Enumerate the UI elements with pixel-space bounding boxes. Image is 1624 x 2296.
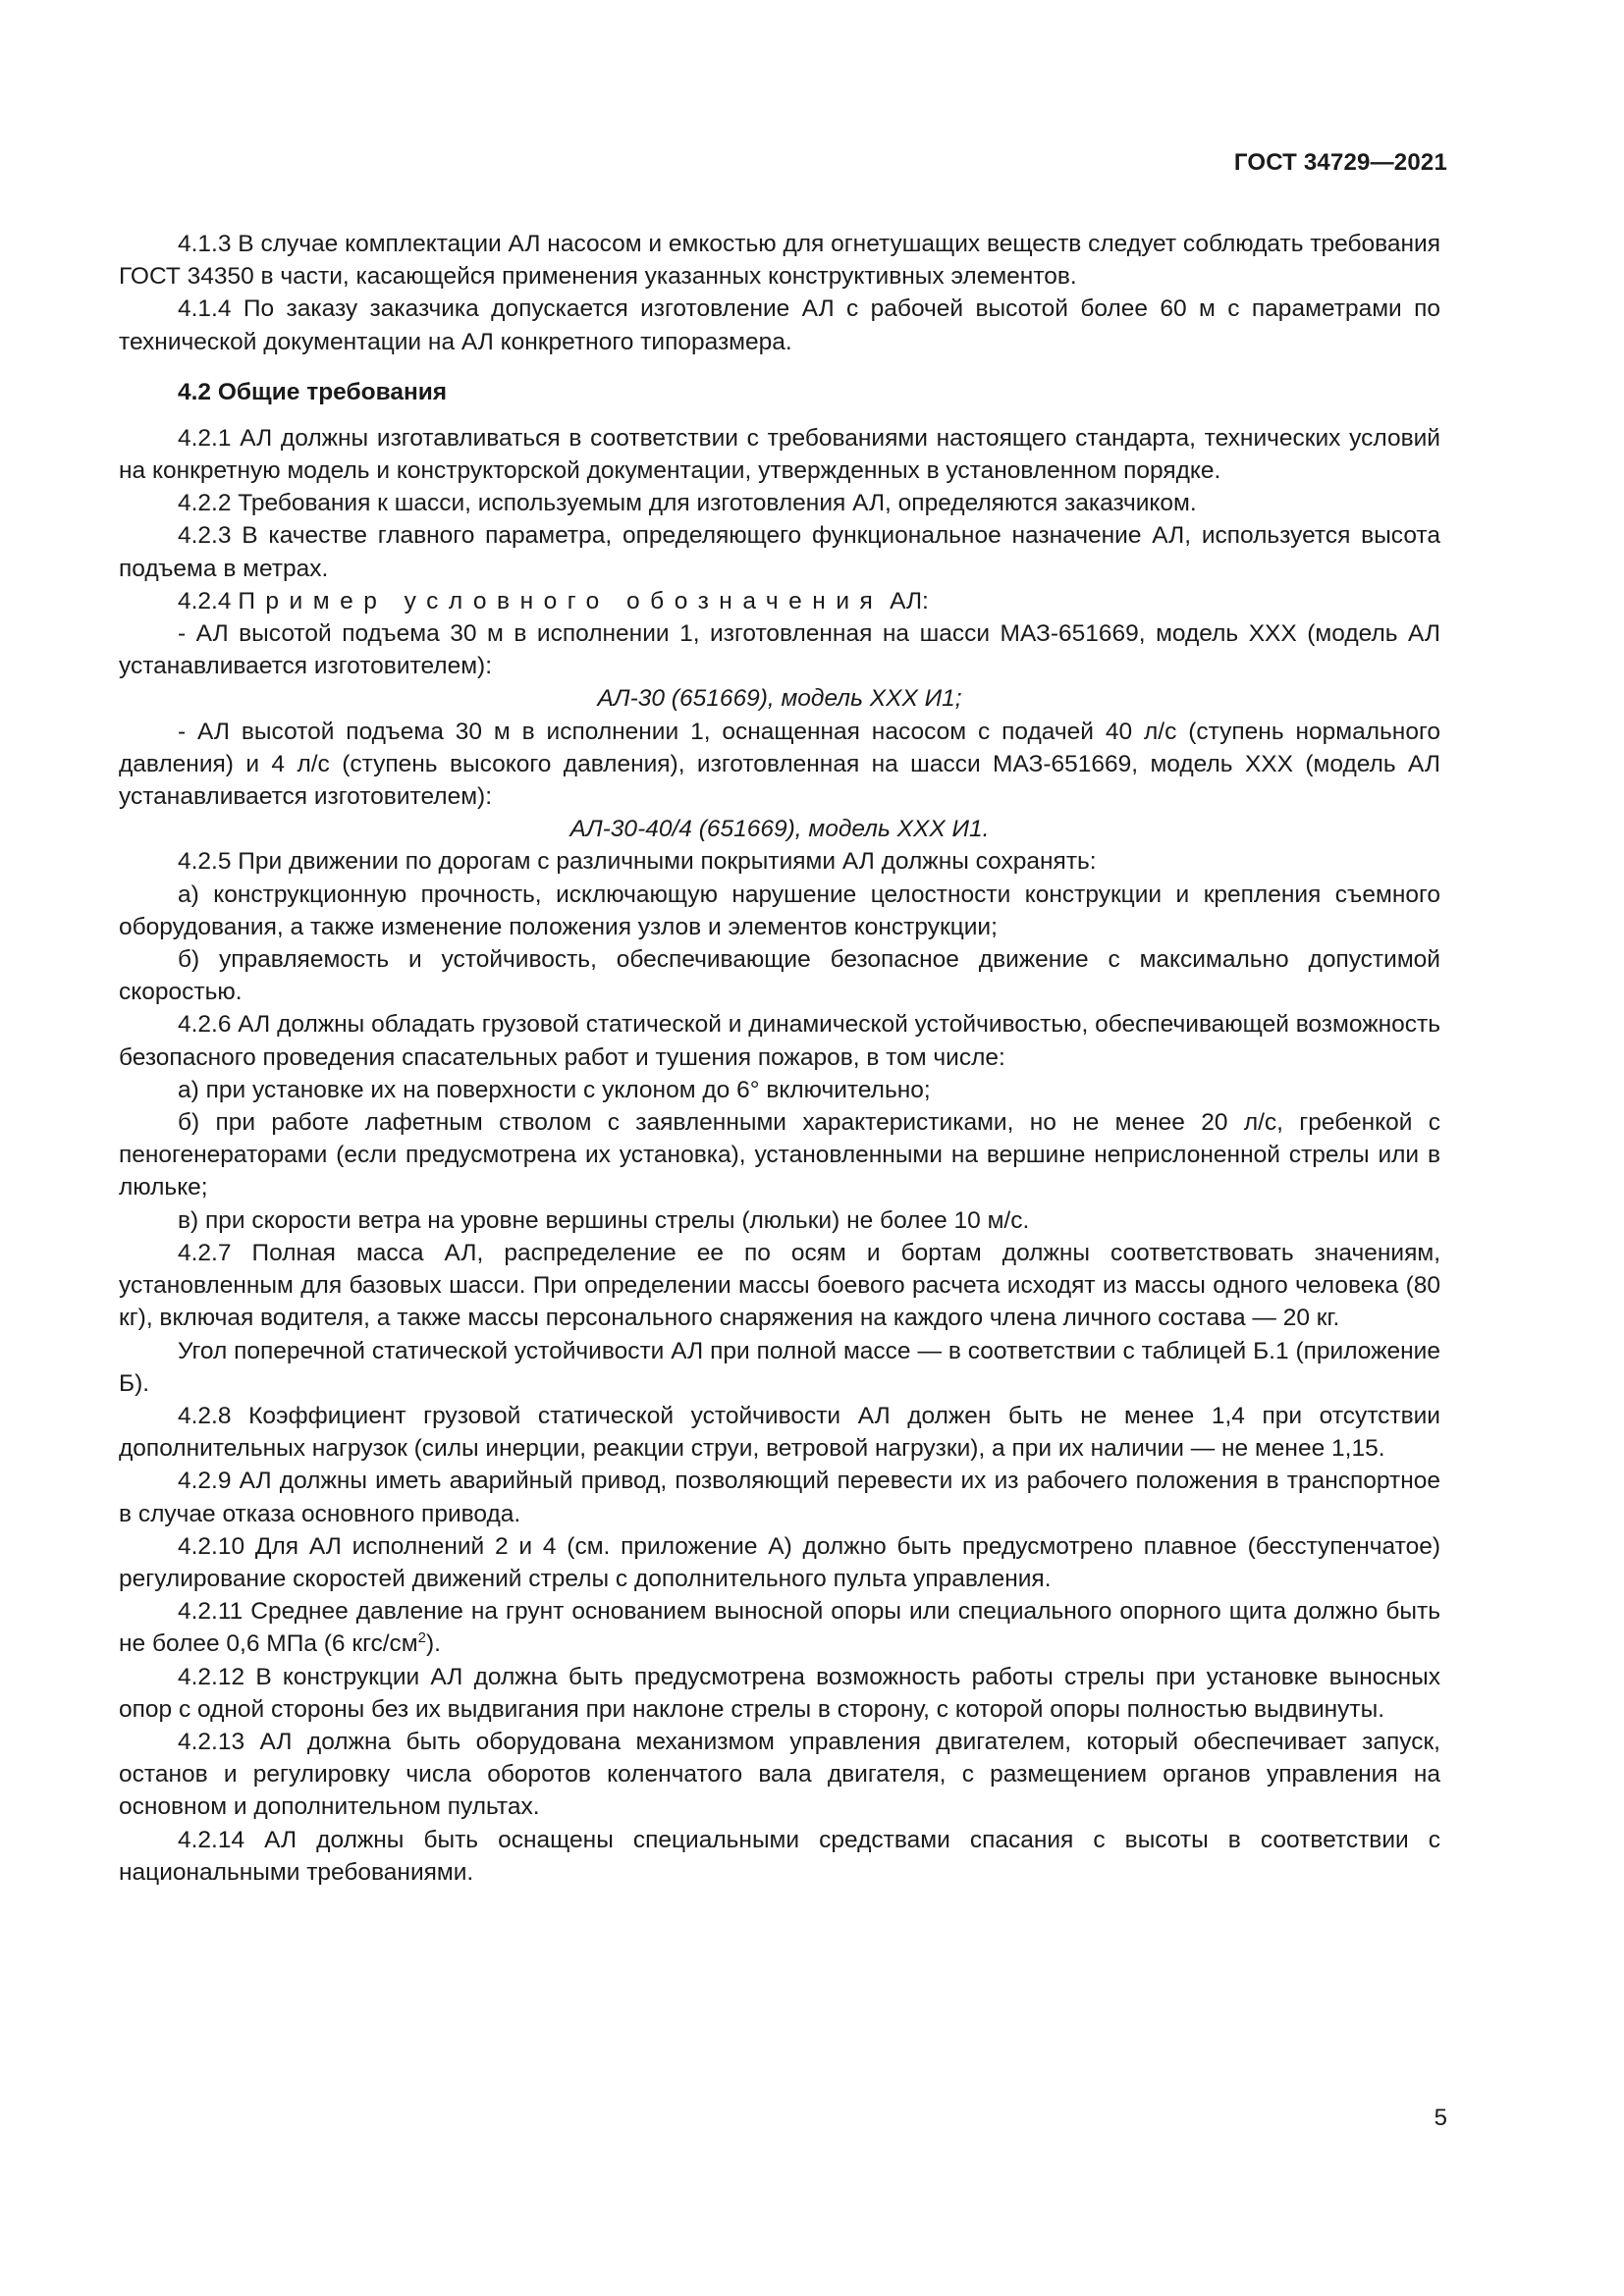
- document-body: [119, 228, 1440, 1889]
- paragraph-4-2-5-b: б) управляемость и устойчивость, обеспечивающие безопасное движение с максимально допустимой скоростью.: [119, 946, 1440, 1006]
- paragraph-4-2-11-text: 4.2.11 Среднее давление на грунт основанием выносной опоры или специального опорного щита должно быть не более 0,6 МПа (6 кгс/см: [119, 1598, 1440, 1658]
- paragraph-4-2-4-tail: АЛ:: [883, 587, 929, 614]
- paragraph-4-2-4-item-2: - АЛ высотой подъема 30 м в исполнении 1, оснащенная насосом с подачей 40 л/с (ступень нормального давления) и 4 л/с (ступень высокого давления), изготовленная на шасси МАЗ-651669, модель XXX (модель АЛ устанавливается изготовителем):: [119, 718, 1440, 811]
- page-number: 5: [1434, 2105, 1447, 2131]
- paragraph-4-2-7: 4.2.7 Полная масса АЛ, распределение ее по осям и бортам должны соответствовать значениям, установленным для базовых шасси. При определении массы боевого расчета исходят из массы одного человека (80 кг), включая водителя, а также массы персонального снаряжения на каждого члена личного состава — 20 кг.: [119, 1239, 1440, 1332]
- paragraph-4-2-4-item-1: - АЛ высотой подъема 30 м в исполнении 1, изготовленная на шасси МАЗ-651669, модель XXX (модель АЛ устанавливается изготовителем):: [119, 620, 1440, 680]
- paragraph-4-2-10: 4.2.10 Для АЛ исполнений 2 и 4 (см. приложение А) должно быть предусмотрено плавное (бесступенчатое) регулирование скоростей движений стрелы с дополнительного пульта управления.: [119, 1532, 1440, 1592]
- paragraph-4-2-8: 4.2.8 Коэффициент грузовой статической устойчивости АЛ должен быть не менее 1,4 при отсутствии дополнительных нагрузок (силы инерции, реакции струи, ветровой нагрузки), а при их наличии — не менее 1,15.: [119, 1402, 1440, 1463]
- designation-example-1: АЛ-30 (651669), модель XXX И1;: [597, 685, 962, 713]
- paragraph-4-2-11-end: ).: [425, 1630, 441, 1658]
- paragraph-4-2-2: 4.2.2 Требования к шасси, используемым для изготовления АЛ, определяются заказчиком.: [178, 490, 1197, 517]
- paragraph-4-2-5: 4.2.5 При движении по дорогам с различными покрытиями АЛ должны сохранять:: [178, 848, 1097, 876]
- paragraph-4-2-14: 4.2.14 АЛ должны быть оснащены специальными средствами спасания с высоты в соответствии с национальными требованиями.: [119, 1826, 1440, 1886]
- paragraph-4-2-12: 4.2.12 В конструкции АЛ должна быть предусмотрена возможность работы стрелы при установке выносных опор с одной стороны без их выдвигания при наклоне стрелы в сторону, с которой опоры полностью выдвинуты.: [119, 1663, 1440, 1723]
- paragraph-4-2-3: 4.2.3 В качестве главного параметра, определяющего функциональное назначение АЛ, используется высота подъема в метрах.: [119, 522, 1440, 582]
- paragraph-4-1-3: 4.1.3 В случае комплектации АЛ насосом и емкостью для огнетушащих веществ следует соблюдать требования ГОСТ 34350 в части, касающейся применения указанных конструктивных элементов.: [119, 231, 1440, 291]
- standard-header: ГОСТ 34729—2021: [1233, 149, 1447, 176]
- paragraph-4-2-4-spaced-label: Пример условного обозначения: [238, 587, 884, 614]
- paragraph-4-2-13: 4.2.13 АЛ должна быть оборудована механизмом управления двигателем, который обеспечивает запуск, останов и регулировку числа оборотов коленчатого вала двигателя, с размещением органов управления на основном и дополнительном пультах.: [119, 1728, 1440, 1821]
- section-4-2-title: 4.2 Общие требования: [178, 378, 448, 405]
- paragraph-4-2-11: [119, 1595, 1440, 1660]
- paragraph-4-2-6-b: б) при работе лафетным стволом с заявленными характеристиками, но не менее 20 л/с, гребенкой с пеногенераторами (если предусмотрена их установка), установленными на вершине неприслоненной стрелы или в люльке;: [119, 1109, 1440, 1201]
- paragraph-4-2-6: 4.2.6 АЛ должны обладать грузовой статической и динамической устойчивостью, обеспечивающей возможность безопасного проведения спасательных работ и тушения пожаров, в том числе:: [119, 1011, 1440, 1071]
- paragraph-4-2-9: 4.2.9 АЛ должны иметь аварийный привод, позволяющий перевести их из рабочего положения в транспортное в случае отказа основного привода.: [119, 1468, 1440, 1527]
- paragraph-4-2-6-a: а) при установке их на поверхности с уклоном до 6° включительно;: [178, 1076, 931, 1103]
- paragraph-4-2-7-stability: Угол поперечной статической устойчивости АЛ при полной массе — в соответствии с таблицей Б.1 (приложение Б).: [119, 1337, 1440, 1397]
- paragraph-4-2-4-number: 4.2.4: [178, 587, 239, 614]
- paragraph-4-2-5-a: а) конструкционную прочность, исключающую нарушение целостности конструкции и крепления съемного оборудования, а также изменение положения узлов и элементов конструкции;: [119, 881, 1440, 940]
- superscript-2: 2: [417, 1629, 426, 1647]
- designation-example-2: АЛ-30-40/4 (651669), модель XXX И1.: [569, 816, 990, 843]
- paragraph-4-2-4: [119, 585, 1440, 617]
- paragraph-4-1-4: 4.1.4 По заказу заказчика допускается изготовление АЛ с рабочей высотой более 60 м с параметрами по технической документации на АЛ конкретного типоразмера.: [119, 295, 1440, 355]
- paragraph-4-2-6-c: в) при скорости ветра на уровне вершины стрелы (люльки) не более 10 м/с.: [178, 1206, 1030, 1234]
- paragraph-4-2-1: 4.2.1 АЛ должны изготавливаться в соответствии с требованиями настоящего стандарта, технических условий на конкретную модель и конструкторской документации, утвержденных в установленном порядке.: [119, 424, 1440, 485]
